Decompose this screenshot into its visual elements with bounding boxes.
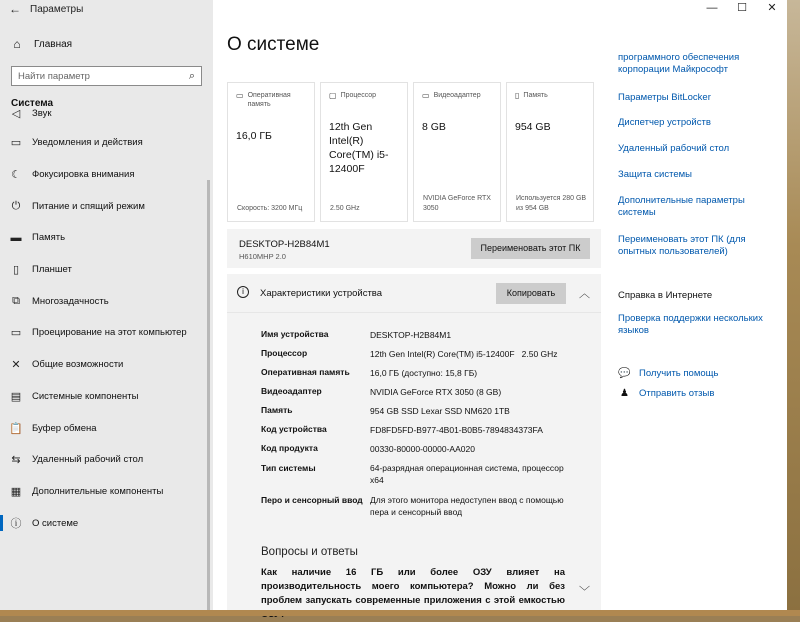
window-title: Параметры	[30, 3, 84, 15]
nav-home[interactable]	[0, 30, 213, 58]
home-icon: ⌂	[13, 37, 21, 51]
sidebar-item-label: Удаленный рабочий стол	[32, 454, 144, 466]
device-specs-header[interactable]	[227, 274, 601, 312]
card-label: Оперативная память	[247, 92, 291, 108]
sidebar-item-focus[interactable]	[0, 159, 213, 191]
power-icon: ⏻	[11, 199, 21, 212]
link-rename-advanced[interactable]: Переименовать этот ПК (для опытных пользователей)	[618, 234, 746, 257]
sidebar-item-clipboard[interactable]	[0, 412, 213, 444]
projector-icon: ▭	[10, 327, 22, 340]
spec-key: Память	[261, 405, 293, 415]
link-device-manager[interactable]: Диспетчер устройств	[618, 117, 711, 128]
sidebar-item-label: Буфер обмена	[32, 422, 97, 434]
minimize-button[interactable]: —	[706, 2, 718, 14]
memory-icon: ▭	[236, 91, 244, 100]
search-placeholder: Найти параметр	[18, 70, 90, 82]
spec-value: DESKTOP-H2B84M1	[370, 330, 452, 340]
help-header: Справка в Интернете	[618, 290, 713, 301]
qa-title: Вопросы и ответы	[261, 546, 358, 558]
copy-button[interactable]: Копировать	[496, 283, 566, 304]
sidebar-item-label: Фокусировка внимания	[32, 169, 135, 181]
spec-value: 954 GB SSD Lexar SSD NM620 1TB	[370, 406, 510, 416]
card-ram	[227, 82, 315, 222]
sidebar-item-label: Дополнительные компоненты	[32, 485, 164, 497]
sidebar-item-shared[interactable]	[0, 349, 213, 381]
device-name: DESKTOP-H2B84M1	[239, 239, 330, 250]
link-language-support[interactable]: Проверка поддержки нескольких языков	[618, 313, 763, 336]
spec-value: 00330-80000-00000-AA020	[370, 444, 475, 454]
sidebar-item-power[interactable]	[0, 190, 213, 222]
nav-home-label: Главная	[34, 38, 73, 50]
chevron-down-icon[interactable]: ﹀	[579, 586, 590, 598]
notifications-icon: ▭	[10, 137, 22, 150]
maximize-button[interactable]: ☐	[737, 2, 747, 14]
sidebar-item-label: Питание и спящий режим	[32, 200, 145, 212]
sidebar-item-notifications[interactable]	[0, 127, 213, 159]
card-value: 954 GB	[515, 121, 551, 133]
speaker-icon: ◁	[11, 107, 21, 120]
spec-row	[261, 462, 570, 486]
card-subtext: Используется 280 GB из 954 GB	[516, 195, 587, 212]
background-edge-bottom	[0, 610, 800, 616]
card-value: 16,0 ГБ	[236, 130, 272, 142]
chat-icon: 💬	[618, 368, 631, 379]
sidebar-item-label: Системные компоненты	[32, 390, 139, 402]
sidebar-item-label: Звук	[32, 107, 52, 119]
card-subtext: 2.50 GHz	[330, 205, 360, 212]
card-value: 8 GB	[422, 121, 446, 133]
hardware-cards	[227, 82, 594, 222]
sidebar-item-label: Планшет	[32, 264, 72, 276]
spec-row	[261, 329, 570, 341]
storage-icon: ▯	[515, 91, 520, 100]
chevron-up-icon[interactable]: ︿	[579, 288, 590, 300]
device-specs-body	[227, 312, 601, 612]
spec-row	[261, 386, 570, 398]
device-specs-title: Характеристики устройства	[260, 288, 383, 299]
spec-value: Для этого монитора недоступен ввод с помощью пера и сенсорный ввод	[370, 495, 564, 517]
sidebar-item-about[interactable]	[0, 507, 213, 539]
page-title: О системе	[227, 34, 320, 55]
search-icon[interactable]: ⌕	[188, 69, 195, 82]
rename-pc-button[interactable]: Переименовать этот ПК	[471, 238, 590, 259]
spec-value: FD8FD5FD-B977-4B01-B0B5-7894834373FA	[370, 425, 543, 435]
card-storage	[506, 82, 594, 222]
back-arrow-icon[interactable]: ←	[9, 2, 21, 16]
feedback-link[interactable]	[618, 388, 714, 399]
sidebar-item-label: Общие возможности	[32, 359, 124, 371]
clipboard-icon: 📋	[9, 422, 23, 435]
get-help-link[interactable]	[618, 368, 718, 379]
sidebar	[0, 0, 213, 612]
spec-row	[261, 348, 570, 360]
spec-row	[261, 367, 570, 379]
remote-desktop-icon: ⇆	[11, 454, 21, 467]
link-bitlocker[interactable]: Параметры BitLocker	[618, 92, 711, 103]
sidebar-item-label: Уведомления и действия	[32, 137, 143, 149]
sidebar-item-optional[interactable]	[0, 476, 213, 508]
spec-value: 16,0 ГБ (доступно: 15,8 ГБ)	[370, 368, 478, 378]
spec-value: 64-разрядная операционная система, процессор x64	[370, 463, 564, 485]
background-edge	[787, 0, 800, 616]
spec-key: Код продукта	[261, 443, 318, 453]
card-label: Процессор	[340, 92, 377, 99]
device-name-bar	[227, 229, 601, 268]
spec-key: Процессор	[261, 348, 308, 358]
card-cpu	[320, 82, 408, 222]
spec-row	[261, 405, 570, 417]
spec-key: Тип системы	[261, 463, 316, 473]
spec-key: Код устройства	[261, 424, 327, 434]
get-help-label: Получить помощь	[639, 368, 719, 379]
sidebar-item-label: О системе	[32, 517, 79, 529]
sidebar-item-remote[interactable]	[0, 444, 213, 476]
shared-experiences-icon: ✕	[11, 359, 21, 372]
feedback-icon: ♟	[620, 388, 629, 399]
spec-value: 12th Gen Intel(R) Core(TM) i5-12400F 2.50 GHz	[370, 349, 558, 359]
link-system-protection[interactable]: Защита системы	[618, 169, 693, 180]
spec-key: Перо и сенсорный ввод	[261, 495, 363, 505]
multitasking-icon: ⧉	[12, 294, 20, 307]
title-bar	[0, 0, 213, 18]
sidebar-section-title: Система	[11, 98, 54, 109]
spec-row	[261, 424, 570, 436]
info-icon: ⓘ	[10, 518, 22, 531]
window-controls	[697, 0, 787, 18]
sidebar-item-components[interactable]	[0, 381, 213, 413]
link-advanced-settings[interactable]: Дополнительные параметры системы	[618, 195, 745, 218]
search-input[interactable]	[11, 66, 202, 86]
sidebar-nav	[0, 107, 213, 539]
cpu-icon: ▢	[329, 91, 337, 100]
optional-features-icon: ▦	[10, 485, 22, 498]
gpu-icon: ▭	[422, 91, 430, 100]
sidebar-item-storage[interactable]	[0, 222, 213, 254]
components-icon: ▤	[10, 390, 22, 403]
sidebar-item-sound[interactable]	[0, 107, 213, 127]
card-label: Видеоадаптер	[433, 92, 481, 99]
close-button[interactable]: ✕	[767, 2, 777, 14]
card-value: 12th Gen Intel(R) Core(TM) i5-12400F	[329, 121, 389, 175]
spec-key: Видеоадаптер	[261, 386, 322, 396]
spec-value: NVIDIA GeForce RTX 3050 (8 GB)	[370, 387, 502, 397]
spec-key: Оперативная память	[261, 367, 350, 377]
spec-row	[261, 443, 570, 455]
card-label: Память	[523, 92, 548, 99]
main-content	[213, 0, 787, 612]
tablet-icon: ▯	[12, 264, 20, 277]
card-subtext: Скорость: 3200 МГц	[237, 205, 303, 212]
storage-icon: ▬	[10, 231, 22, 244]
sidebar-item-multitasking[interactable]	[0, 285, 213, 317]
card-subtext: NVIDIA GeForce RTX 3050	[423, 195, 491, 212]
sidebar-item-label: Многозадачность	[32, 295, 109, 307]
spec-row	[261, 494, 570, 518]
sidebar-item-tablet[interactable]	[0, 254, 213, 286]
spec-key: Имя устройства	[261, 329, 329, 339]
sidebar-item-label: Проецирование на этот компьютер	[32, 327, 187, 339]
sidebar-item-label: Память	[32, 232, 66, 244]
info-icon: i	[237, 286, 249, 298]
sidebar-scrollbar[interactable]	[207, 180, 210, 610]
device-model: H610MHP 2.0	[239, 252, 286, 261]
sidebar-item-projecting[interactable]	[0, 317, 213, 349]
card-gpu	[413, 82, 501, 222]
moon-icon: ☾	[11, 169, 21, 182]
qa-question[interactable]: Как наличие 16 ГБ или более ОЗУ влияет на производительность моего компьютера? Можно ли без проблем запускать современные приложения с этой емкостью	[261, 567, 565, 606]
link-remote-desktop[interactable]: Удаленный рабочий стол	[618, 143, 730, 154]
feedback-label: Отправить отзыв	[639, 388, 715, 399]
link-ms-software[interactable]: программного обеспечения корпорации Майкрософт	[618, 52, 740, 75]
